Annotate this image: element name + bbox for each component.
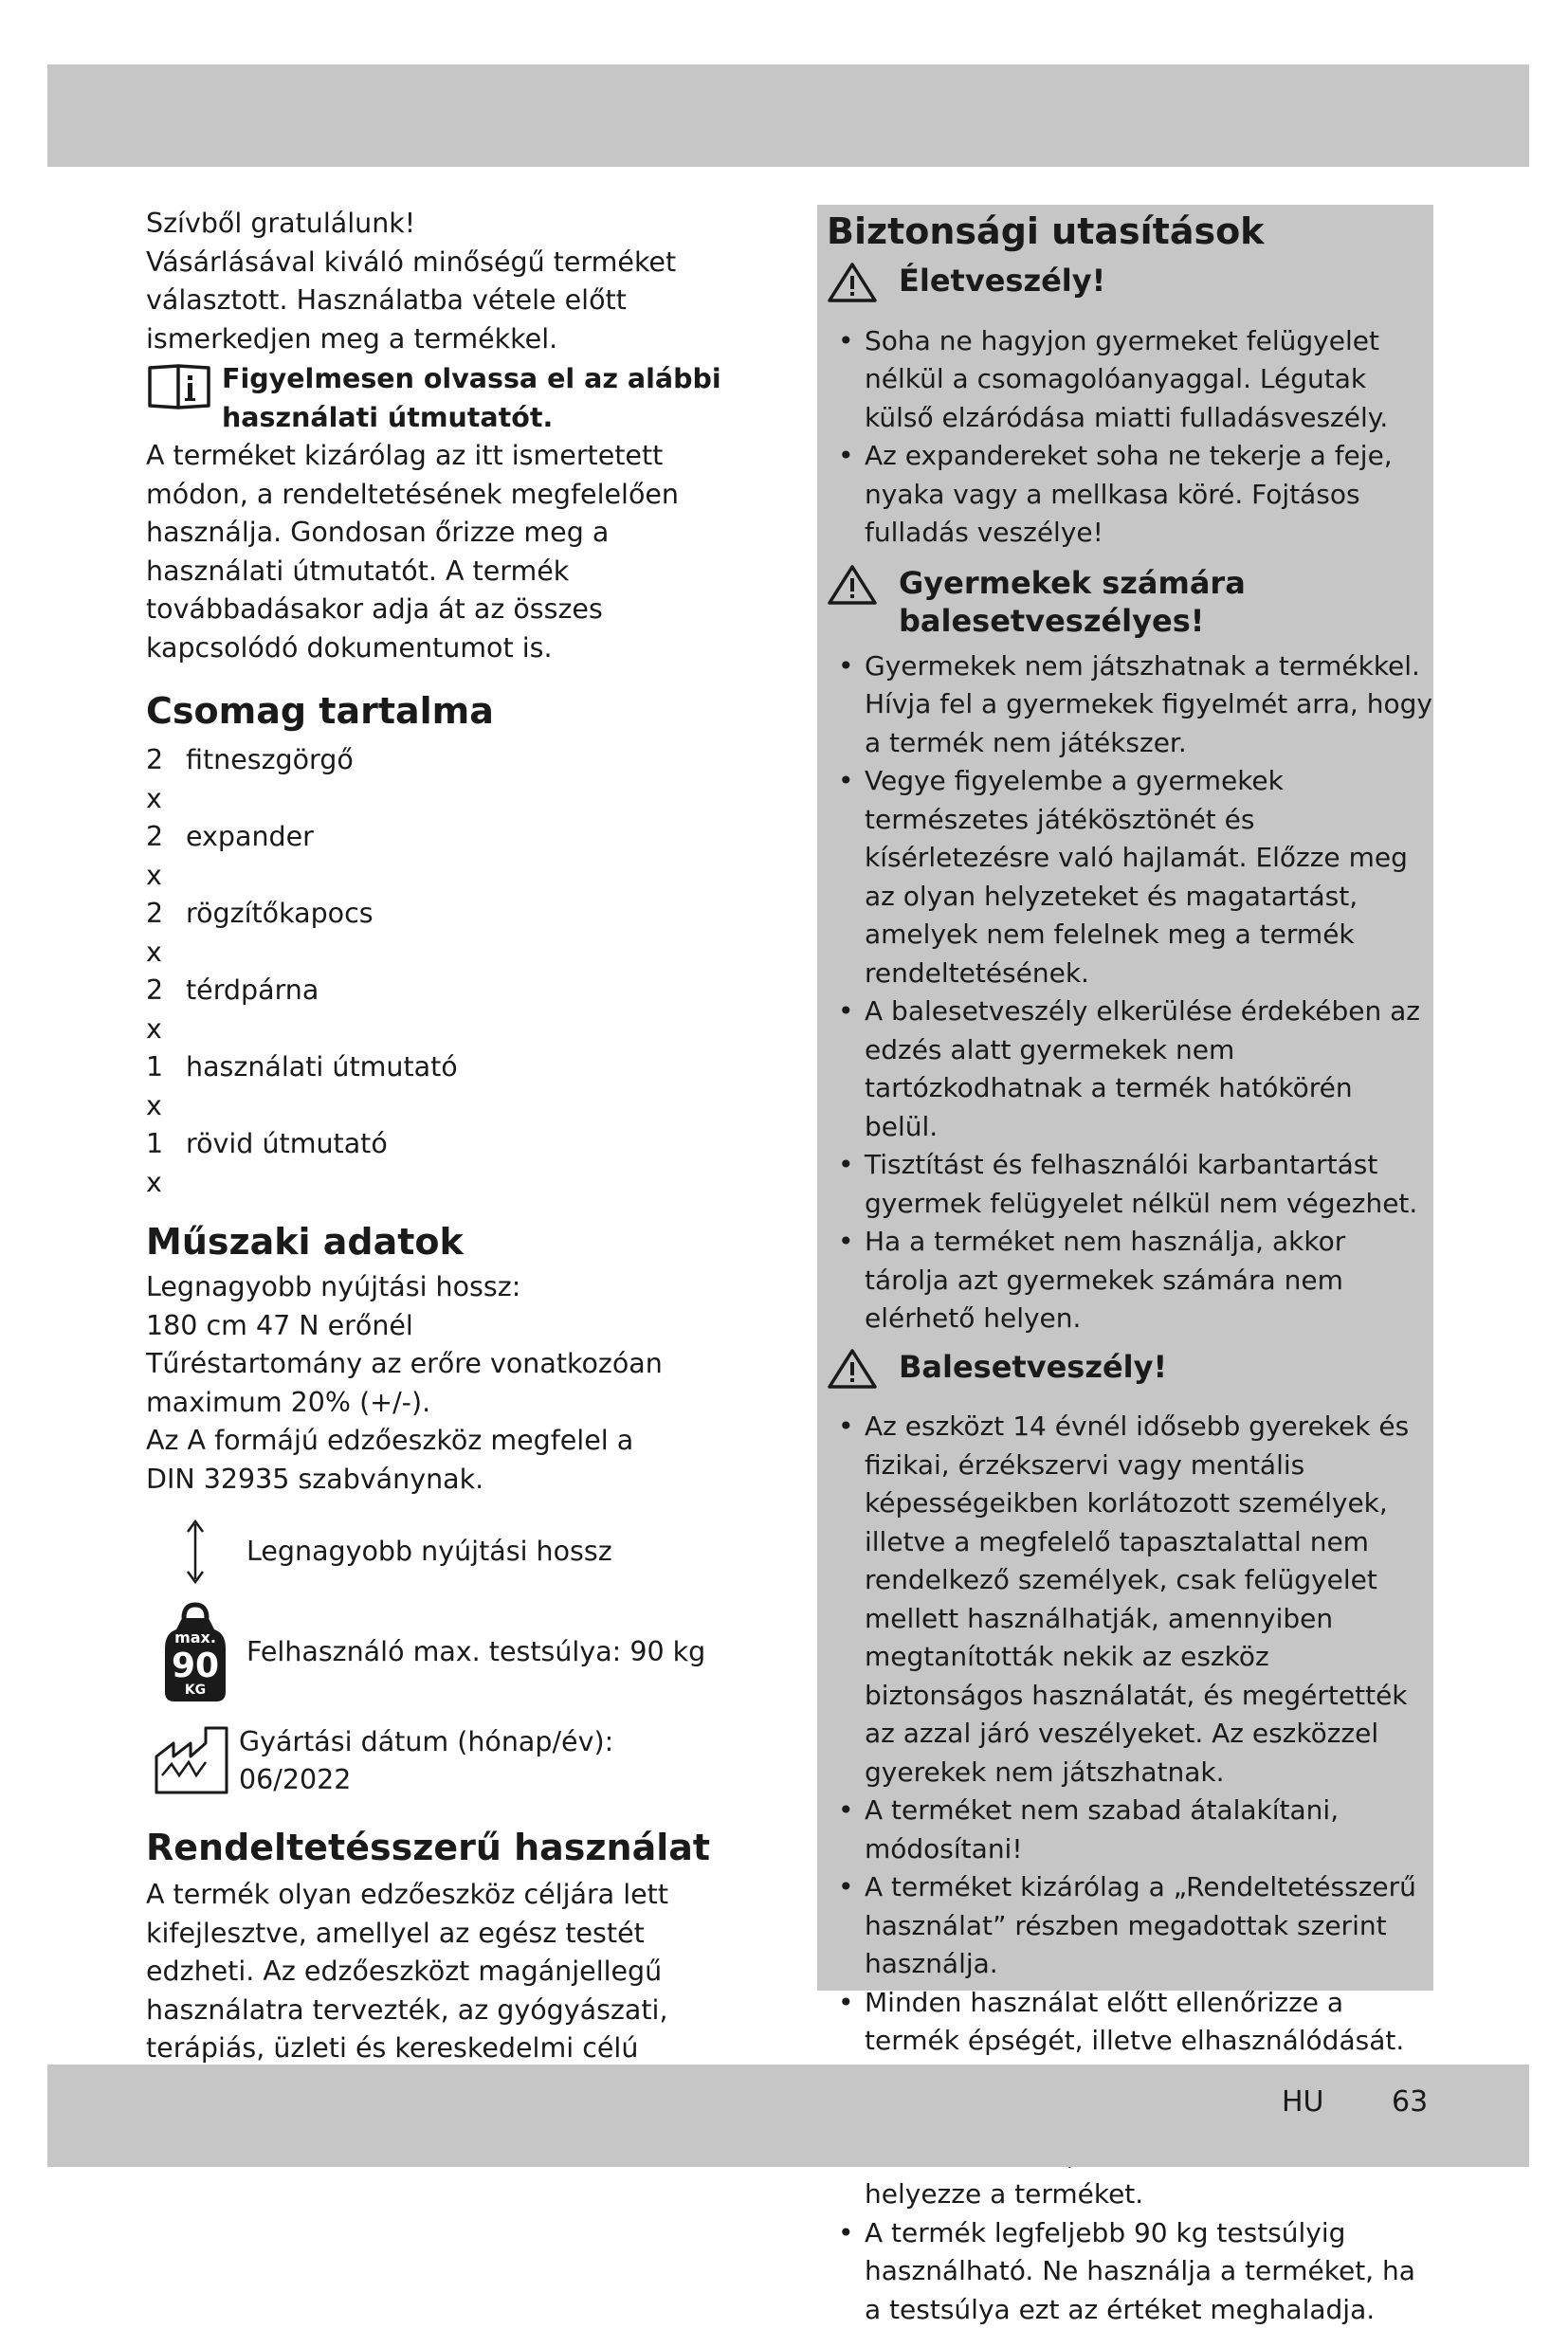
list-item: • Az eszközt 14 évnél idősebb gyerekek és fizikai, érzékszervi vagy mentális képességeikben korlátozott személyek, illetve a megfelelő tapasztalattal nem rendelkező személyek, csak felügyelet mellett használhatják, amennyiben megtanították nekik az eszköz biztonságos használatát, és megértették az azzal járó veszélyeket. Az eszközzel gyerekek nem játszhatnak.	[827, 1408, 1433, 1792]
page-number: 63	[1392, 2085, 1428, 2119]
tech-line: Legnagyobb nyújtási hossz:	[146, 1268, 753, 1307]
list-item: • helyezze a terméket.	[827, 2138, 1433, 2214]
warning-list	[827, 322, 1433, 553]
warning-triangle-icon	[827, 564, 878, 617]
warning-list	[827, 647, 1433, 1338]
footer-language: HU	[1282, 2085, 1324, 2119]
list-item: • A balesetveszély elkerülése érdekében az edzés alatt gyermekek nem tartózkodhatnak a termék hatókörén belül.	[827, 992, 1433, 1146]
tech-lines	[146, 1268, 753, 1499]
usage-text: A termék olyan edzőeszköz céljára lett kifejlesztve, amellyel az egész testét edzheti. Az edzőeszközt magánjellegű használatra tervezték, az gyógyászati, terápiás, üzleti és kereskedelmi célú	[146, 1876, 753, 2145]
package-list	[146, 741, 753, 1202]
left-column	[146, 205, 753, 2145]
notice-text: Figyelmesen olvassa el az alábbi használati útmutatót.	[222, 360, 753, 437]
list-item: • Soha ne hagyjon gyermeket felügyelet nélkül a csomagolóanyaggal. Légutak külső elzáródása miatti fulladásveszély.	[827, 322, 1433, 438]
warning-heading	[827, 1348, 1433, 1401]
warning-heading	[827, 262, 1433, 315]
manual-info-icon	[146, 360, 214, 423]
warning-title: Gyermekek számára balesetveszélyes!	[899, 564, 1433, 640]
max-weight-icon	[146, 1601, 245, 1703]
intro-body: A terméket kizárólag az itt ismertetett módon, a rendeltetésének megfelelően használja. Gondosan őrizze meg a használati útmutatót. A termék továbbadásakor adja át az összes kapcsolódó dokumentumot is.	[146, 437, 753, 667]
list-item: • Tisztítást és felhasználói karbantartást gyermek felügyelet nélkül nem végezhet.	[827, 1146, 1433, 1223]
list-item: • Minden használat előtt ellenőrizze a termék épségét, illetve elhasználódását.	[827, 1984, 1433, 2138]
double-arrow-icon	[146, 1519, 245, 1585]
safety-title: Biztonsági utasítások	[827, 209, 1433, 254]
package-item: 2 x térdpárna	[146, 972, 753, 1048]
manufacture-row	[146, 1722, 753, 1800]
list-item: • A terméket kizárólag a „Rendeltetésszerű használat” részben megadottak szerint használja.	[827, 1868, 1433, 1984]
weight-row	[146, 1601, 753, 1703]
stretch-row	[146, 1516, 753, 1588]
package-item: 2 x rögzítőkapocs	[146, 895, 753, 972]
list-item: • A termék legfeljebb 90 kg testsúlyig használható. Ne használja a terméket, ha a testsúlya ezt az értéket meghaladja.	[827, 2214, 1433, 2329]
safety-panel	[817, 205, 1433, 1991]
list-item: • Gyermekek nem játszhatnak a termékkel. Hívja fel a gyermekek figyelmét arra, hogy a termék nem játékszer.	[827, 647, 1433, 763]
tech-line: Tűréstartomány az erőre vonatkozóan maximum 20% (+/-).	[146, 1345, 753, 1422]
warning-triangle-icon	[827, 262, 878, 315]
tech-line: Az A formájú edzőeszköz megfelel a	[146, 1422, 753, 1461]
intro-text: Vásárlásával kiváló minőségű terméket választott. Használatba vétele előtt ismerkedjen meg a termékkel.	[146, 244, 753, 359]
warning-triangle-icon	[827, 1348, 878, 1401]
date-value: 06/2022	[239, 1761, 613, 1800]
tech-line: 180 cm 47 N erőnél	[146, 1307, 753, 1346]
list-item: • A terméket nem szabad átalakítani, módosítani!	[827, 1792, 1433, 1868]
manufacture-text	[239, 1723, 613, 1800]
package-title: Csomag tartalma	[146, 688, 753, 734]
date-label: Gyártási dátum (hónap/év):	[239, 1723, 613, 1762]
package-item: 2 x expander	[146, 818, 753, 895]
list-item: • Ha a terméket nem használja, akkor tárolja azt gyermekek számára nem elérhető helyen.	[827, 1223, 1433, 1338]
warning-title: Balesetveszély!	[899, 1348, 1167, 1386]
stretch-label: Legnagyobb nyújtási hossz	[246, 1533, 612, 1572]
list-item: • Vegye figyelembe a gyermekek természetes játékösztönét és kísérletezésre való hajlamát. Előzze meg az olyan helyzeteket és magatartást, amelyek nem felelnek meg a termék rendeltetésének.	[827, 762, 1433, 992]
list-item: • Az expandereket soha ne tekerje a feje, nyaka vagy a mellkasa köré. Fojtásos fulladás veszélye!	[827, 437, 1433, 553]
read-manual-notice	[146, 360, 753, 437]
package-item: 2 x fitneszgörgő	[146, 741, 753, 818]
warning-title: Életveszély!	[899, 262, 1105, 300]
warning-list	[827, 1408, 1433, 2329]
weight-icon-top: max.	[174, 1628, 216, 1647]
weight-icon-number: 90	[172, 1647, 219, 1685]
package-item: 1 x használati útmutató	[146, 1048, 753, 1125]
safety-content	[827, 209, 1433, 2329]
package-item: 1 x rövid útmutató	[146, 1125, 753, 1202]
factory-icon	[146, 1724, 237, 1798]
tech-line: DIN 32935 szabványnak.	[146, 1461, 753, 1500]
header-band	[47, 64, 1529, 167]
usage-title: Rendeltetésszerű használat	[146, 1825, 753, 1870]
tech-title: Műszaki adatok	[146, 1219, 753, 1265]
weight-label: Felhasználó max. testsúlya: 90 kg	[246, 1633, 705, 1672]
warning-heading	[827, 564, 1433, 640]
weight-icon-unit: KG	[185, 1683, 206, 1698]
greeting: Szívből gratulálunk!	[146, 205, 753, 244]
